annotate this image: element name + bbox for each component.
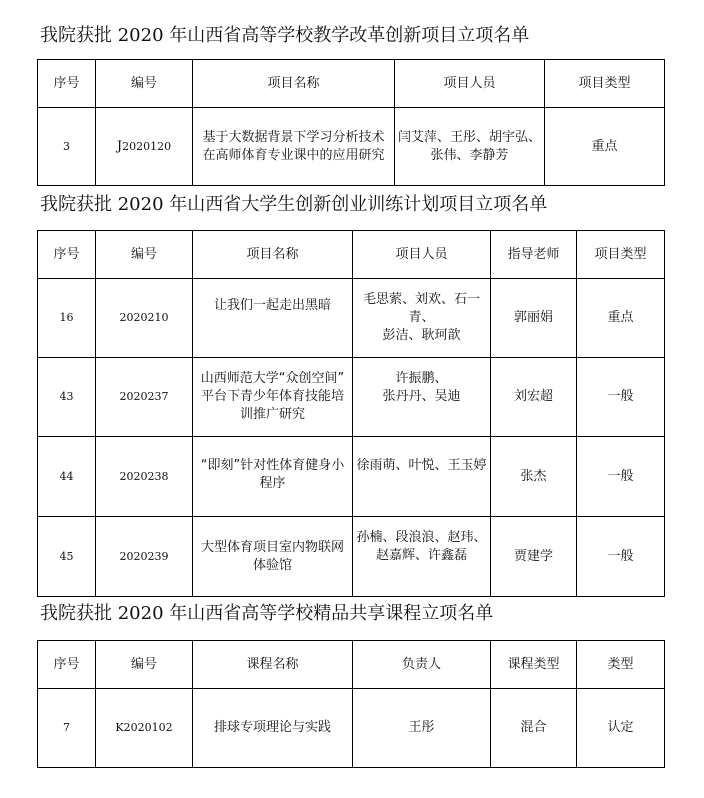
header-members: 项目人员 (353, 231, 491, 279)
cell-members (353, 358, 491, 437)
section-title-innovation-training: 我院获批 2020 年山西省大学生创新创业训练计划项目立项名单 (40, 194, 548, 215)
header-advisor: 指导老师 (491, 231, 577, 279)
header-seq: 序号 (38, 231, 96, 279)
cell-members (395, 108, 545, 186)
table-header-row (38, 641, 665, 689)
header-course-type: 课程类型 (491, 641, 577, 689)
cell-members (353, 279, 491, 358)
cell-project-name (193, 108, 395, 186)
cell-project-type: 一般 (577, 358, 665, 437)
cell-advisor: 刘宏超 (491, 358, 577, 437)
members-line: 许振鹏、 (395, 371, 448, 386)
table-header-row (38, 231, 665, 279)
table-header-row (38, 60, 665, 108)
cell-members (353, 517, 491, 597)
header-project-name: 项目名称 (193, 231, 353, 279)
cell-project-type: 一般 (577, 437, 665, 517)
members-line: 张伟、李静芳 (430, 147, 509, 163)
table-row (38, 358, 665, 437)
cell-project-name (193, 517, 353, 597)
header-owner: 负责人 (353, 641, 491, 689)
code-number: 2020120 (122, 139, 172, 153)
header-members: 项目人员 (395, 60, 545, 108)
cell-code: K2020102 (96, 689, 193, 768)
cell-course-type: 混合 (491, 689, 577, 768)
code-prefix: J (116, 138, 123, 154)
project-name-line: 基于大数据背景下学习分析技术 (202, 129, 385, 145)
members-line: 毛思萦、刘欢、石一青、 (362, 292, 480, 325)
members-line: 赵嘉辉、许鑫磊 (375, 548, 467, 563)
section-title-quality-course: 我院获批 2020 年山西省高等学校精品共享课程立项名单 (40, 603, 494, 624)
members-line: 徐雨萌、叶悦、王玉婷 (356, 458, 487, 473)
cell-seq: 7 (38, 689, 96, 768)
members-line: 张丹丹、吴迪 (382, 389, 461, 404)
project-name-line: 训推广研究 (239, 407, 305, 422)
cell-seq: 45 (38, 517, 96, 597)
cell-project-type: 一般 (577, 517, 665, 597)
header-code: 编号 (96, 641, 193, 689)
members-line: 彭洁、耿珂歆 (382, 328, 461, 343)
project-name-line: 程序 (259, 476, 286, 491)
cell-code: 2020239 (96, 517, 193, 597)
header-type: 类型 (577, 641, 665, 689)
cell-project-name (193, 437, 353, 517)
project-name-line: 平台下青少年体育技能培 (200, 389, 344, 404)
header-project-type: 项目类型 (545, 60, 665, 108)
cell-seq: 43 (38, 358, 96, 437)
header-code: 编号 (96, 60, 193, 108)
project-name-line: 在高师体育专业课中的应用研究 (202, 147, 385, 163)
cell-project-name (193, 279, 353, 358)
header-project-name: 项目名称 (193, 60, 395, 108)
project-name-line: 大型体育项目室内物联网 (200, 539, 344, 555)
cell-code: 2020237 (96, 358, 193, 437)
cell-project-type: 重点 (545, 108, 665, 186)
cell-owner: 王彤 (353, 689, 491, 768)
project-name-line: 山西师范大学“众创空间” (200, 371, 345, 386)
cell-advisor: 贾建学 (491, 517, 577, 597)
cell-advisor: 郭丽娟 (491, 279, 577, 358)
cell-project-name (193, 358, 353, 437)
project-name-line: 体验馆 (252, 557, 292, 573)
project-name-line: “即刻”针对性体育健身小 (200, 458, 345, 473)
cell-members (353, 437, 491, 517)
cell-seq: 3 (38, 108, 96, 186)
table-row (38, 517, 665, 597)
quality-course-table (37, 640, 665, 768)
teaching-reform-table (37, 59, 665, 186)
cell-code (96, 108, 193, 186)
cell-type: 认定 (577, 689, 665, 768)
section-title-teaching-reform: 我院获批 2020 年山西省高等学校教学改革创新项目立项名单 (40, 25, 530, 46)
table-row (38, 108, 665, 186)
header-project-type: 项目类型 (577, 231, 665, 279)
header-course-name: 课程名称 (193, 641, 353, 689)
table-row (38, 689, 665, 768)
cell-course-name: 排球专项理论与实践 (193, 689, 353, 768)
members-line: 闫艾萍、王彤、胡宇弘、 (397, 129, 541, 145)
cell-code: 2020210 (96, 279, 193, 358)
members-line: 孙楠、段浪浪、赵玮、 (356, 530, 487, 545)
cell-project-type: 重点 (577, 279, 665, 358)
header-seq: 序号 (38, 60, 96, 108)
table-row (38, 279, 665, 358)
cell-seq: 44 (38, 437, 96, 517)
header-seq: 序号 (38, 641, 96, 689)
innovation-training-table (37, 230, 665, 597)
project-name-line: 让我们一起走出黑暗 (213, 298, 331, 313)
cell-code: 2020238 (96, 437, 193, 517)
cell-advisor: 张杰 (491, 437, 577, 517)
table-row (38, 437, 665, 517)
cell-seq: 16 (38, 279, 96, 358)
header-code: 编号 (96, 231, 193, 279)
